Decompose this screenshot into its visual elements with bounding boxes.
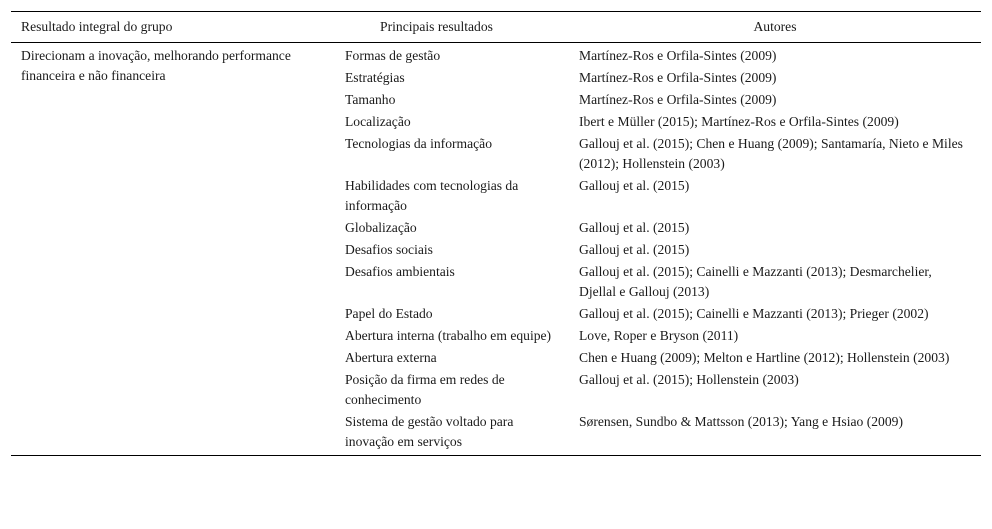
result-cell: Tamanho bbox=[345, 92, 396, 107]
header-results: Principais resultados bbox=[380, 19, 493, 34]
authors-cell: Martínez-Ros e Orfila-Sintes (2009) bbox=[579, 92, 777, 107]
result-cell: Estratégias bbox=[345, 70, 405, 85]
result-cell: Sistema de gestão voltado para inovação em serviços bbox=[345, 414, 514, 449]
result-cell: Desafios ambientais bbox=[345, 264, 455, 279]
authors-cell: Gallouj et al. (2015); Hollenstein (2003) bbox=[579, 372, 799, 387]
result-cell: Posição da firma em redes de conhecimento bbox=[345, 372, 505, 407]
authors-cell: Love, Roper e Bryson (2011) bbox=[579, 328, 739, 343]
header-group: Resultado integral do grupo bbox=[21, 19, 173, 34]
authors-cell: Gallouj et al. (2015); Cainelli e Mazzanti (2013); Prieger (2002) bbox=[579, 306, 929, 321]
result-cell: Tecnologias da informação bbox=[345, 136, 493, 151]
header-authors: Autores bbox=[753, 19, 797, 34]
results-table-container bbox=[11, 11, 981, 456]
result-cell: Abertura interna (trabalho em equipe) bbox=[345, 328, 552, 343]
authors-cell: Gallouj et al. (2015) bbox=[579, 242, 690, 257]
authors-cell: Martínez-Ros e Orfila-Sintes (2009) bbox=[579, 48, 777, 63]
authors-cell: Chen e Huang (2009); Melton e Hartline (2012); Hollenstein (2003) bbox=[579, 350, 950, 365]
result-cell: Desafios sociais bbox=[345, 242, 433, 257]
result-cell: Abertura externa bbox=[345, 350, 437, 365]
result-cell: Formas de gestão bbox=[345, 48, 441, 63]
table-header bbox=[11, 12, 981, 43]
authors-cell: Gallouj et al. (2015); Cainelli e Mazzanti (2013); Desmarchelier, Djellal e Gallouj (2013) bbox=[579, 264, 932, 299]
results-table bbox=[11, 11, 981, 456]
authors-cell: Gallouj et al. (2015) bbox=[579, 220, 690, 235]
authors-cell: Gallouj et al. (2015); Chen e Huang (2009); Santamaría, Nieto e Miles (2012); Hollenstein (2003) bbox=[579, 136, 963, 171]
header-row bbox=[11, 12, 981, 43]
authors-cell: Gallouj et al. (2015) bbox=[579, 178, 690, 193]
result-cell: Habilidades com tecnologias da informação bbox=[345, 178, 519, 213]
group-cell: Direcionam a inovação, melhorando performance financeira e não financeira bbox=[21, 48, 291, 83]
authors-cell: Ibert e Müller (2015); Martínez-Ros e Orfila-Sintes (2009) bbox=[579, 114, 899, 129]
result-cell: Globalização bbox=[345, 220, 417, 235]
result-cell: Papel do Estado bbox=[345, 306, 433, 321]
authors-cell: Sørensen, Sundbo & Mattsson (2013); Yang e Hsiao (2009) bbox=[579, 414, 903, 429]
authors-cell: Martínez-Ros e Orfila-Sintes (2009) bbox=[579, 70, 777, 85]
table-row bbox=[11, 43, 981, 68]
result-cell: Localização bbox=[345, 114, 411, 129]
table-body bbox=[11, 43, 981, 456]
